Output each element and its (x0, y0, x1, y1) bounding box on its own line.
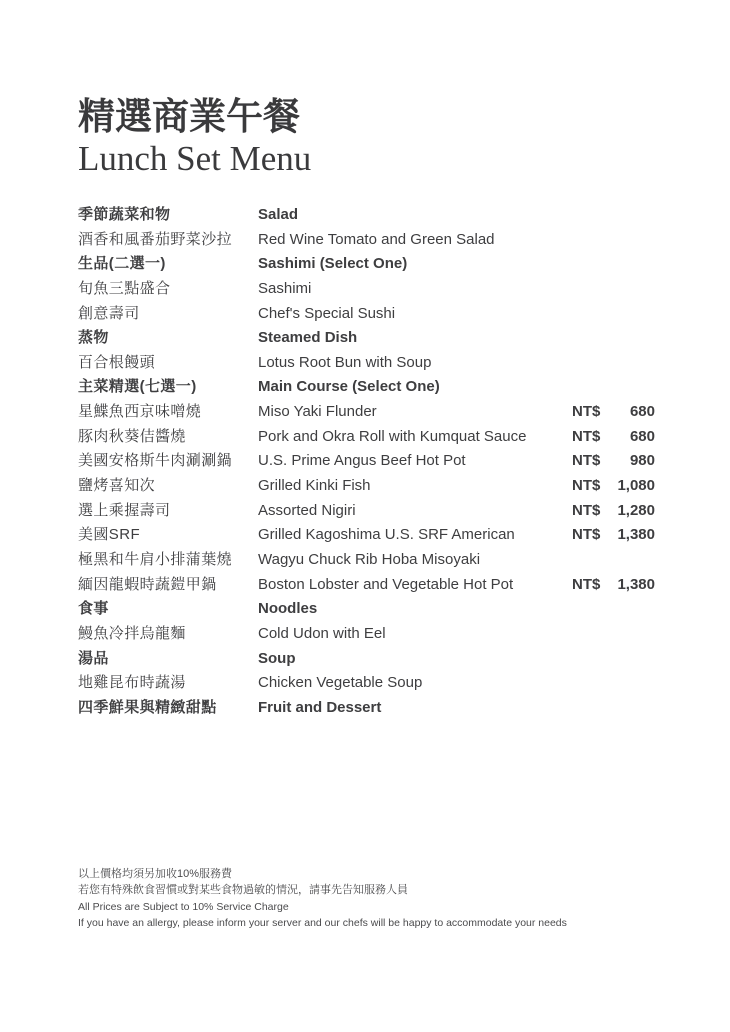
item-name-en: Pork and Okra Roll with Kumquat Sauce (258, 427, 527, 445)
price-currency-label: NT$ (572, 477, 601, 495)
price-currency-label: NT$ (572, 427, 601, 445)
menu-row (78, 425, 655, 450)
price-value: 1,080 (617, 477, 655, 495)
menu-row (78, 400, 655, 425)
item-price (572, 449, 655, 474)
item-name-zh: 生品(二選一) (78, 255, 166, 273)
menu-row (78, 597, 655, 622)
item-name-en: Noodles (258, 600, 318, 618)
item-name-en: Wagyu Chuck Rib Hoba Misoyaki (258, 550, 481, 568)
price-currency-label: NT$ (572, 501, 601, 519)
menu-row (78, 449, 655, 474)
menu-row (78, 351, 655, 376)
item-name-zh: 創意壽司 (78, 304, 140, 322)
item-name-zh: 極黑和牛肩小排蒲葉燒 (78, 550, 233, 568)
item-name-en: Grilled Kagoshima U.S. SRF American (258, 526, 515, 544)
menu-row (78, 647, 655, 672)
price-value: 680 (629, 403, 655, 421)
item-name-en: Red Wine Tomato and Green Salad (258, 230, 495, 248)
footer-note-allergy-zh: 若您有特殊飲食習慣或對某些食物過敏的情況，請事先告知服務人員 (78, 884, 408, 897)
item-name-en: Miso Yaki Flunder (258, 403, 377, 421)
item-name-en: Cold Udon with Eel (258, 624, 386, 642)
item-name-zh: 酒香和風番茄野菜沙拉 (78, 230, 233, 248)
price-value: 1,280 (617, 501, 655, 519)
item-name-en: Chef's Special Sushi (258, 304, 396, 322)
item-name-zh: 選上乘握壽司 (78, 501, 171, 519)
footer-note-service-charge-zh: 以上價格均須另加收10%服務費 (78, 868, 233, 880)
menu-row (78, 302, 655, 327)
menu-row (78, 252, 655, 277)
item-name-en: Chicken Vegetable Soup (258, 674, 423, 692)
price-value: 680 (629, 427, 655, 445)
page-title-en: Lunch Set Menu (78, 139, 312, 178)
item-name-zh: 百合根饅頭 (78, 353, 156, 371)
item-name-zh: 鹽烤喜知次 (78, 477, 156, 495)
item-price (572, 400, 655, 425)
item-name-en: Assorted Nigiri (258, 501, 356, 519)
footer-notes (78, 866, 567, 932)
item-name-en: Sashimi (258, 279, 312, 297)
price-currency-label: NT$ (572, 575, 601, 593)
item-name-en: Soup (258, 649, 296, 667)
item-name-en: Main Course (Select One) (258, 378, 440, 396)
item-name-zh: 美國SRF (78, 526, 141, 544)
item-name-en: Grilled Kinki Fish (258, 477, 371, 495)
item-name-zh: 蒸物 (78, 329, 109, 347)
menu-row (78, 326, 655, 351)
price-currency-label: NT$ (572, 526, 601, 544)
item-name-zh: 鰻魚冷拌烏龍麵 (78, 624, 186, 642)
page-title-zh: 精選商業午餐 (78, 97, 300, 138)
menu-row (78, 474, 655, 499)
item-name-en: Lotus Root Bun with Soup (258, 353, 432, 371)
item-price (572, 474, 655, 499)
menu-row (78, 277, 655, 302)
item-name-zh: 主菜精選(七選一) (78, 378, 197, 396)
item-name-zh: 緬因龍蝦時蔬鎧甲鍋 (78, 575, 217, 593)
item-price (572, 573, 655, 598)
menu-row (78, 696, 655, 721)
footer-note-allergy-en: If you have an allergy, please inform your server and our chefs will be happy to accommodate your needs (78, 917, 567, 930)
menu-row (78, 548, 655, 573)
item-price (572, 425, 655, 450)
item-price (572, 523, 655, 548)
item-name-zh: 豚肉秋葵佶醬燒 (78, 427, 186, 445)
menu-row (78, 499, 655, 524)
menu-table (78, 203, 655, 720)
item-name-zh: 旬魚三點盛合 (78, 279, 171, 297)
item-name-zh: 季節蔬菜和物 (78, 206, 171, 223)
price-value: 1,380 (617, 526, 655, 544)
item-name-zh: 湯品 (78, 649, 109, 667)
footer-note-service-charge-en: All Prices are Subject to 10% Service Charge (78, 900, 289, 913)
page-title (78, 96, 311, 178)
item-name-en: Boston Lobster and Vegetable Hot Pot (258, 575, 514, 593)
price-currency-label: NT$ (572, 452, 601, 470)
menu-row (78, 228, 655, 253)
item-name-zh: 星鰈魚西京味噌燒 (78, 403, 202, 421)
item-name-en: U.S. Prime Angus Beef Hot Pot (258, 452, 466, 470)
item-name-zh: 地雞昆布時蔬湯 (78, 674, 186, 692)
item-name-zh: 美國安格斯牛肉涮涮鍋 (78, 452, 233, 470)
price-value: 1,380 (617, 575, 655, 593)
menu-row (78, 203, 655, 228)
price-value: 980 (629, 452, 655, 470)
menu-row (78, 375, 655, 400)
item-price (572, 499, 655, 524)
item-name-en: Sashimi (Select One) (258, 255, 408, 273)
item-name-zh: 食事 (78, 600, 109, 618)
menu-row (78, 622, 655, 647)
price-currency-label: NT$ (572, 403, 601, 421)
item-name-zh: 四季鮮果與精緻甜點 (78, 698, 217, 716)
menu-row (78, 573, 655, 598)
item-name-en: Steamed Dish (258, 329, 358, 347)
menu-row (78, 671, 655, 696)
item-name-en: Salad (258, 206, 299, 223)
menu-row (78, 523, 655, 548)
item-name-en: Fruit and Dessert (258, 698, 382, 716)
